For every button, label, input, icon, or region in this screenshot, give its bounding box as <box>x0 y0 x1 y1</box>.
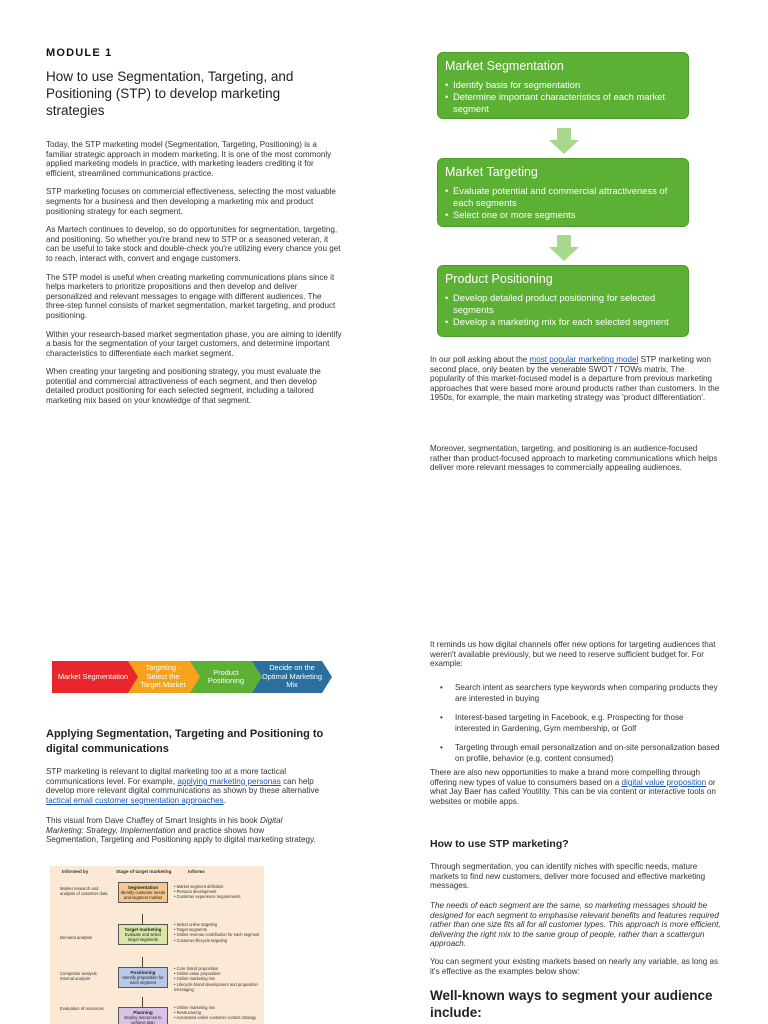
flow-output: • Core brand proposition <box>174 966 262 971</box>
stp-box-title: Product Positioning <box>445 272 553 286</box>
personas-link[interactable]: applying marketing personas <box>177 776 281 786</box>
text: or what Jay Baer has called Youtility. This can be via content or interactive tools on websites or mobile apps. <box>430 777 716 806</box>
flow-input: Evaluation of resources <box>60 1006 104 1011</box>
list-item: • Targeting through email personalization and on-site personalization based on profile, behavior (e.g. content consumed) <box>428 743 720 764</box>
flow-header: Stage of target marketing <box>116 869 172 874</box>
flow-output: • Online marketing mix <box>174 976 262 981</box>
flow-stage-title: Positioning <box>130 970 156 975</box>
stp-box-title: Market Targeting <box>445 165 538 179</box>
text: STP marketing is relevant to digital marketing too at a more tactical communications level. For example, <box>46 767 287 786</box>
funnel-label: Targeting - Select the Target Market <box>140 663 186 690</box>
flow-output: • Customer lifecycle targeting <box>174 938 262 943</box>
book-title: Digital Marketing: Strategy, Implementation <box>46 816 283 835</box>
intro-text <box>46 140 342 406</box>
funnel-label: Market Segmentation <box>57 671 129 681</box>
stp-flow-diagram <box>50 866 264 1024</box>
flow-output: • Online marketing mix <box>174 1005 262 1010</box>
flow-header: Informed by <box>62 869 89 874</box>
applying-paragraph-1 <box>46 767 342 805</box>
paragraph: The STP model is useful when creating marketing communications plans since it helps marketers to prioritize propositions and then develop and deliver personalized and relevant messages to engage with different audiences. The three-step funnel consists of market segmentation, market targeting, and product positioning. <box>46 272 336 320</box>
flow-connector <box>142 997 143 1007</box>
flow-input: Competitor analysis Internal analysis <box>60 971 97 981</box>
down-arrow-icon <box>549 128 579 154</box>
stp-box-item: • Select one or more segments <box>445 209 681 221</box>
flow-stage <box>118 1007 168 1024</box>
flow-stage-text: Deploy resources to achieve plan <box>124 1015 162 1024</box>
stp-box-item: • Develop detailed product positioning for selected segments <box>445 292 681 316</box>
stp-box-item: • Identify basis for segmentation <box>445 79 681 91</box>
howto-paragraph-2: You can segment your existing markets based on nearly any variable, as long as it's effective as the examples below show: <box>430 957 719 976</box>
flow-output: • Lifecycle brand development and proposition messaging <box>174 982 262 992</box>
flow-connector <box>142 914 143 924</box>
down-arrow-icon <box>549 235 579 261</box>
paragraph: STP marketing focuses on commercial effectiveness, selecting the most valuable segments for a business and then developing a marketing mix and product positioning strategy for each segment. <box>46 187 336 216</box>
flow-input: Demand analysis <box>60 935 93 940</box>
text: In our poll asking about the <box>430 355 530 364</box>
flow-output: • Target segments <box>174 927 262 932</box>
email-segmentation-link[interactable]: tactical email customer segmentation approaches <box>46 795 224 805</box>
paragraph: As Martech continues to develop, so do opportunities for segmentation, targeting, and positioning. So whether you're brand new to STP or a seasoned veteran, it can be useful to take stock and double-check you're utilizing every chance you get to reach, interact with, convert and engage customers. <box>46 225 341 263</box>
text: This visual from Dave Chaffey of Smart Insights in his book <box>46 816 260 825</box>
stp-box-targeting <box>437 158 689 227</box>
flow-stage-text: Identify customer needs and segment market <box>120 890 166 900</box>
flow-output: • Restructuring <box>174 1010 262 1015</box>
howto-paragraph: Through segmentation, you can identify niches with specific needs, mature markets to find new customers, deliver more focused and effective marketing messages. <box>430 862 706 891</box>
stp-box-item: • Develop a marketing mix for each selected segment <box>445 316 681 328</box>
text: There are also new opportunities to make a brand more compelling through offering new types of value to consumers based on a <box>430 768 700 787</box>
flow-outputs <box>174 922 262 943</box>
paragraph: Within your research-based market segmentation phase, you are aiming to identify a basis for the segmentation of your target customers, and determine important characteristics to differentiate each market segment. <box>46 329 342 358</box>
flow-stage-title: Segmentation <box>127 885 159 890</box>
stp-box-segmentation <box>437 52 689 119</box>
popular-model-link[interactable]: most popular marketing model <box>529 355 639 364</box>
flow-output: • Market segment definition <box>174 884 262 889</box>
text: . <box>223 795 226 805</box>
flow-outputs <box>174 884 262 900</box>
page-title: How to use Segmentation, Targeting, and Positioning (STP) to develop marketing strategies <box>46 69 294 118</box>
paragraph: When creating your targeting and positioning strategy, you must evaluate the potential and commercial attractiveness of each segment, and then develop detailed product positioning for each selected segment, including a tailored marketing mix based on your knowledge of that segment. <box>46 367 321 406</box>
flow-stage <box>118 882 168 903</box>
list-item: • Search intent as searchers type keywords when comparing products they are interested in buying <box>428 683 720 704</box>
list-item: • Interest-based targeting in Facebook, e.g. Prospecting for those interested in Gardening, Gym membership, or Golf <box>428 713 720 734</box>
flow-stage-text: Evaluate and select target segments <box>124 932 162 942</box>
stp-box-title: Market Segmentation <box>445 59 564 73</box>
flow-header: Informs <box>188 869 205 874</box>
moreover-paragraph: Moreover, segmentation, targeting, and positioning is an audience-focused rather than product-focused approach to marketing communications which helps deliver more relevant messages to commercially appealing audiences. <box>430 444 718 473</box>
flow-output: • Online revenue contribution for each segment <box>174 932 262 937</box>
funnel-label: Product Positioning <box>207 667 245 685</box>
applying-heading: Applying Segmentation, Targeting and Positioning to digital communications <box>46 728 324 755</box>
flow-stage <box>118 924 168 945</box>
flow-output: • Persona development <box>174 889 262 894</box>
applying-paragraph-2 <box>46 816 316 845</box>
text: and practice shows how Segmentation, Targeting and Positioning apply to digital marketing strategy. <box>46 825 316 845</box>
paragraph: Today, the STP marketing model (Segmentation, Targeting, Positioning) is a familiar strategic approach in modern marketing. It is one of the most commonly applied marketing models in practice, with marketing leaders crediting it for efficient, streamlined communications practice. <box>46 140 332 178</box>
flow-output: • Online value proposition <box>174 971 262 976</box>
wellknown-heading: Well-known ways to segment your audience include: <box>430 988 713 1020</box>
flow-input: Market research and analysis of customer data <box>60 886 108 896</box>
targeting-bullet-list <box>428 683 720 773</box>
poll-paragraph <box>430 355 720 403</box>
text: STP marketing won second place, only beaten by the venerable SWOT / TOWs matrix. The popularity of this market-focused model is a departure from previous marketing approaches that were based more around products rather than customers. In the 1950s, for example, the main marketing strategy was 'product differentiation'. <box>430 355 720 403</box>
flow-output: • Automated online customer contact strategy <box>174 1015 262 1020</box>
stp-box-positioning <box>437 265 689 337</box>
flow-stage-text: Identify proposition for each segment <box>122 975 164 985</box>
howto-italic-paragraph: The needs of each segment are the same, so marketing messages should be designed for each segment to emphasise relevant benefits and features required rather than one size fits all for all customer types. This approach is more efficient, delivering the right mix to the same group of people, rather than a scattergun approach. <box>430 901 721 949</box>
flow-connector <box>142 957 143 967</box>
opportunities-paragraph <box>430 768 722 806</box>
flow-outputs <box>174 1005 262 1021</box>
flow-output: • Select online targeting <box>174 922 262 927</box>
digital-value-proposition-link[interactable]: digital value proposition <box>621 777 707 787</box>
stp-box-item: • Evaluate potential and commercial attractiveness of each segments <box>445 185 681 209</box>
reminds-paragraph: It reminds us how digital channels offer new options for targeting audiences that weren't available previously, but we need to reserve sufficient budget for. For example: <box>430 640 716 669</box>
flow-outputs <box>174 966 262 992</box>
flow-stage <box>118 967 168 988</box>
module-label: MODULE 1 <box>46 47 113 59</box>
flow-output: • Customer experience requirements <box>174 894 262 899</box>
stp-box-item: • Determine important characteristics of each market segment <box>445 91 681 115</box>
text: can help develop more relevant digital communications as shown by these alternative <box>46 776 320 796</box>
funnel-label: Decide on the Optimal Marketing Mix <box>262 663 322 690</box>
flow-stage-title: Planning <box>133 1010 153 1015</box>
howto-heading: How to use STP marketing? <box>430 838 569 850</box>
flow-stage-title: Target marketing <box>124 927 162 932</box>
